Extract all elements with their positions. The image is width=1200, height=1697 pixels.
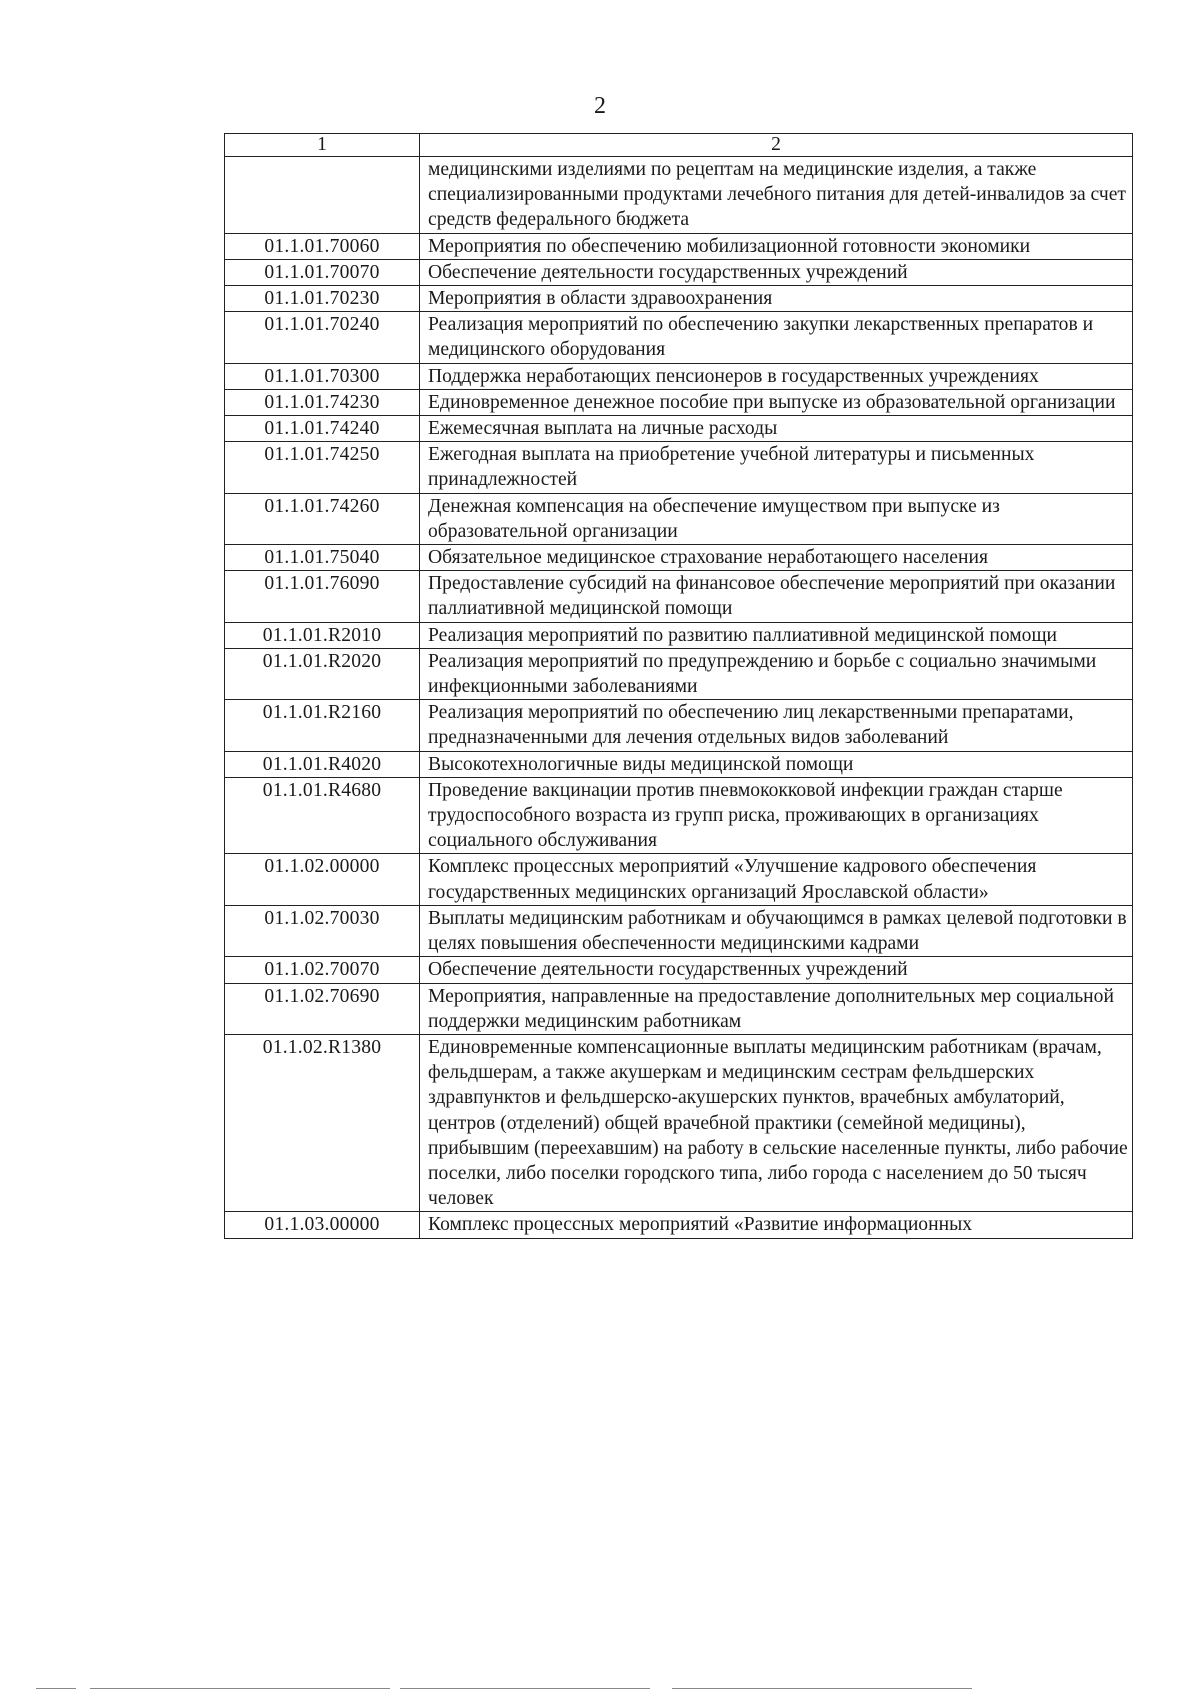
scan-edge-mark <box>400 1688 650 1689</box>
description-cell: Выплаты медицинским работникам и обучающимся в рамках целевой подготовки в целях повышения обеспеченности медицинскими кадрами <box>420 905 1133 956</box>
table-row <box>225 493 1133 544</box>
budget-code-cell: 01.1.01.R4020 <box>225 751 420 777</box>
table-row <box>225 286 1133 312</box>
description-cell: Реализация мероприятий по развитию паллиативной медицинской помощи <box>420 622 1133 648</box>
table-row <box>225 751 1133 777</box>
table-body <box>225 134 1133 1239</box>
description-cell: Проведение вакцинации против пневмококковой инфекции граждан старше трудоспособного возраста из групп риска, проживающих в организациях социального обслуживания <box>420 777 1133 854</box>
budget-code-cell: 01.1.01.R2010 <box>225 622 420 648</box>
description-cell: Единовременное денежное пособие при выпуске из образовательной организации <box>420 389 1133 415</box>
budget-code-cell: 01.1.02.R1380 <box>225 1034 420 1211</box>
description-cell: Реализация мероприятий по обеспечению лиц лекарственными препаратами, предназначенными для лечения отдельных видов заболеваний <box>420 700 1133 751</box>
description-cell: Реализация мероприятий по предупреждению и борьбе с социально значимыми инфекционными заболеваниями <box>420 648 1133 699</box>
description-cell: медицинскими изделиями по рецептам на медицинские изделия, а также специализированными продуктами лечебного питания для детей-инвалидов за счет средств федерального бюджета <box>420 157 1133 234</box>
table-row <box>225 416 1133 442</box>
budget-code-cell: 01.1.03.00000 <box>225 1212 420 1238</box>
description-cell: Комплекс процессных мероприятий «Улучшение кадрового обеспечения государственных медицинских организаций Ярославской области» <box>420 854 1133 905</box>
table-row <box>225 312 1133 363</box>
description-cell: Обеспечение деятельности государственных учреждений <box>420 259 1133 285</box>
table-row <box>225 571 1133 622</box>
budget-code-cell: 01.1.01.74240 <box>225 416 420 442</box>
description-cell: Мероприятия по обеспечению мобилизационной готовности экономики <box>420 233 1133 259</box>
table-row <box>225 157 1133 234</box>
page-number: 2 <box>594 93 606 119</box>
budget-code-cell: 01.1.02.70690 <box>225 983 420 1034</box>
table-row <box>225 259 1133 285</box>
budget-code-cell: 01.1.01.74250 <box>225 442 420 493</box>
budget-code-cell: 01.1.02.70070 <box>225 957 420 983</box>
description-cell: Денежная компенсация на обеспечение имуществом при выпуске из образовательной организации <box>420 493 1133 544</box>
table-row <box>225 545 1133 571</box>
table-row <box>225 983 1133 1034</box>
description-cell: Комплекс процессных мероприятий «Развитие информационных <box>420 1212 1133 1238</box>
table-row <box>225 1212 1133 1238</box>
description-cell: Ежемесячная выплата на личные расходы <box>420 416 1133 442</box>
budget-code-cell: 01.1.01.74230 <box>225 389 420 415</box>
scan-edge-mark <box>672 1688 972 1689</box>
description-cell: Мероприятия, направленные на предоставление дополнительных мер социальной поддержки медицинским работникам <box>420 983 1133 1034</box>
table-row <box>225 389 1133 415</box>
scan-edge-mark <box>36 1688 76 1689</box>
description-cell: Реализация мероприятий по обеспечению закупки лекарственных препаратов и медицинского оборудования <box>420 312 1133 363</box>
description-cell: Поддержка неработающих пенсионеров в государственных учреждениях <box>420 363 1133 389</box>
description-cell: Единовременные компенсационные выплаты медицинским работникам (врачам, фельдшерам, а также акушеркам и медицинским сестрам фельдшерских здравпунктов и фельдшерско-акушерских пунктов, врачебных амбулаторий, центров (отделений) общей врачебной практики (семейной медицины), прибывшим (переехавшим) на работу в сельские населенные пункты, либо рабочие поселки, либо поселки городского типа, либо города с населением до 50 тысяч человек <box>420 1034 1133 1211</box>
budget-code-cell: 01.1.01.76090 <box>225 571 420 622</box>
scan-edge-mark <box>90 1688 390 1689</box>
budget-code-cell: 01.1.01.70240 <box>225 312 420 363</box>
description-cell: Ежегодная выплата на приобретение учебной литературы и письменных принадлежностей <box>420 442 1133 493</box>
description-cell: Высокотехнологичные виды медицинской помощи <box>420 751 1133 777</box>
description-cell: Мероприятия в области здравоохранения <box>420 286 1133 312</box>
budget-code-cell: 01.1.01.R4680 <box>225 777 420 854</box>
table-row <box>225 957 1133 983</box>
budget-code-cell: 01.1.02.00000 <box>225 854 420 905</box>
table-row <box>225 1034 1133 1211</box>
table-row <box>225 905 1133 956</box>
column-header-2: 2 <box>420 134 1133 157</box>
table-row <box>225 442 1133 493</box>
budget-code-cell: 01.1.01.R2160 <box>225 700 420 751</box>
budget-code-table <box>224 133 1133 1239</box>
column-header-1: 1 <box>225 134 420 157</box>
table-row <box>225 648 1133 699</box>
table-row <box>225 777 1133 854</box>
budget-code-cell: 01.1.01.70230 <box>225 286 420 312</box>
budget-code-cell <box>225 157 420 234</box>
description-cell: Обязательное медицинское страхование неработающего населения <box>420 545 1133 571</box>
budget-code-cell: 01.1.01.70070 <box>225 259 420 285</box>
description-cell: Обеспечение деятельности государственных учреждений <box>420 957 1133 983</box>
table-row <box>225 622 1133 648</box>
table-row <box>225 233 1133 259</box>
table-row <box>225 700 1133 751</box>
budget-code-cell: 01.1.01.70300 <box>225 363 420 389</box>
budget-code-cell: 01.1.02.70030 <box>225 905 420 956</box>
budget-code-cell: 01.1.01.75040 <box>225 545 420 571</box>
table-row <box>225 363 1133 389</box>
budget-code-cell: 01.1.01.74260 <box>225 493 420 544</box>
table-header-row <box>225 134 1133 157</box>
description-cell: Предоставление субсидий на финансовое обеспечение мероприятий при оказании паллиативной медицинской помощи <box>420 571 1133 622</box>
budget-code-cell: 01.1.01.70060 <box>225 233 420 259</box>
table-row <box>225 854 1133 905</box>
budget-code-cell: 01.1.01.R2020 <box>225 648 420 699</box>
